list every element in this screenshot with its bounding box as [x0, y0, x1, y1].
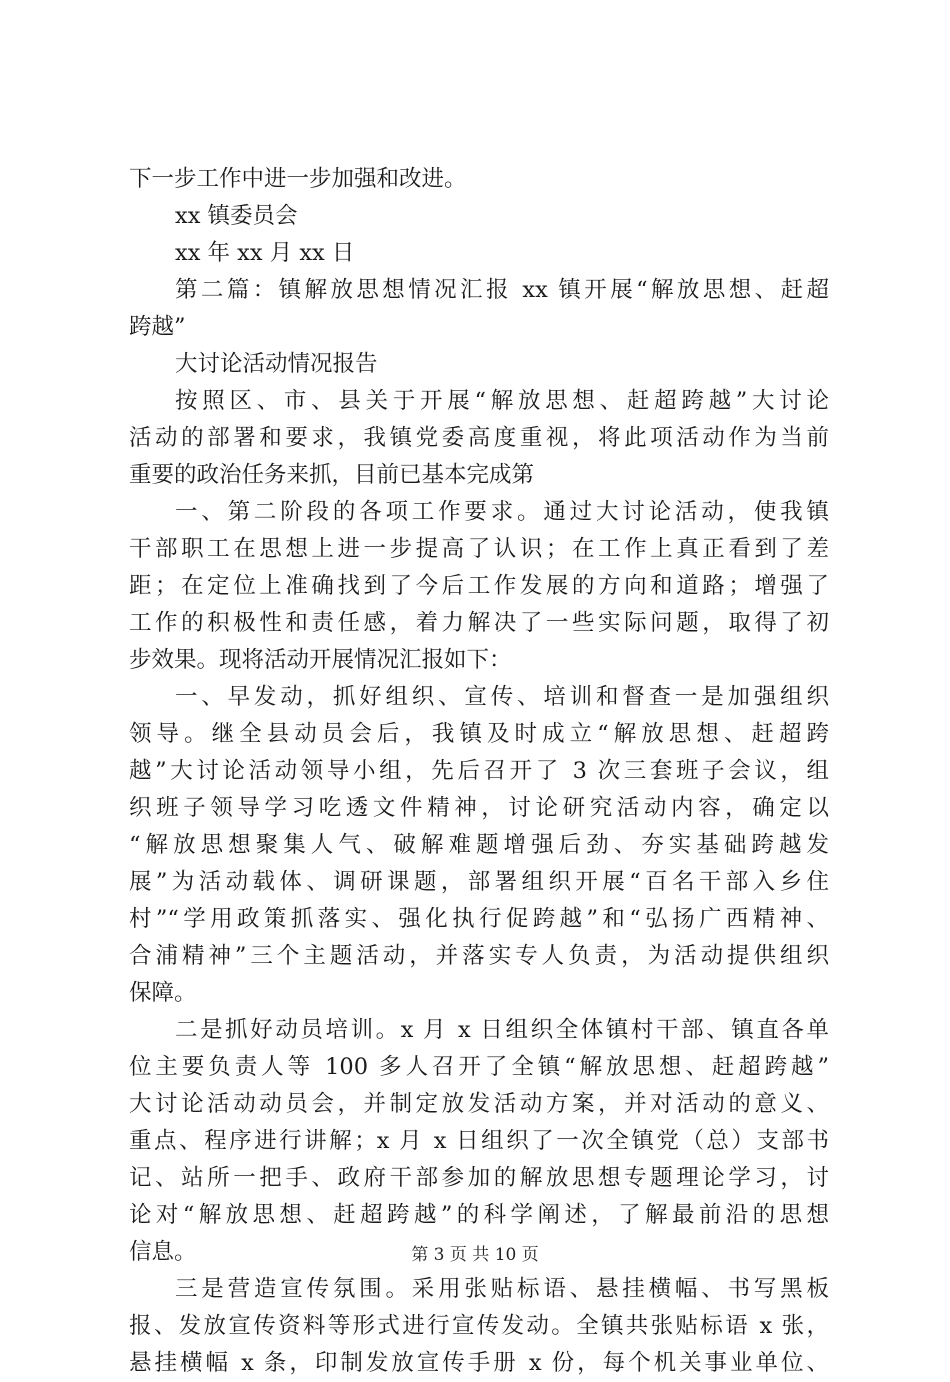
text-line: 按照区、市、县关于开展“解放思想、赶超跨越”大讨论 — [175, 388, 829, 414]
page-footer: 第 3 页 共 10 页 — [411, 1245, 539, 1265]
text-line: 步效果。现将活动开展情况汇报如下： — [129, 647, 512, 673]
text-line: 村”“学用政策抓落实、强化执行促跨越”和“弘扬广西精神、 — [129, 906, 829, 932]
text-line: 三是营造宣传氛围。采用张贴标语、悬挂横幅、书写黑板 — [175, 1276, 829, 1302]
text-line: 一、早发动，抓好组织、宣传、培训和督查一是加强组织 — [175, 684, 829, 710]
text-line: 下一步工作中进一步加强和改进。 — [129, 166, 467, 192]
text-line: 工作的积极性和责任感，着力解决了一些实际问题，取得了初 — [129, 610, 829, 636]
text-line: xx 年 xx 月 xx 日 — [175, 240, 355, 266]
text-line: 展”为活动载体、调研课题，部署组织开展“百名干部入乡住 — [129, 869, 829, 895]
text-line: 信息。 — [129, 1239, 197, 1265]
text-line: 记、站所一把手、政府干部参加的解放思想专题理论学习，讨 — [129, 1165, 829, 1191]
text-line: 二是抓好动员培训。x 月 x 日组织全体镇村干部、镇直各单 — [175, 1017, 829, 1043]
text-line: 论对“解放思想、赶超跨越”的科学阐述，了解最前沿的思想 — [129, 1202, 829, 1228]
text-line: 报、发放宣传资料等形式进行宣传发动。全镇共张贴标语 x 张， — [129, 1313, 829, 1339]
text-line: 越”大讨论活动领导小组，先后召开了 3 次三套班子会议，组 — [129, 758, 829, 784]
text-line: 位主要负责人等 100 多人召开了全镇“解放思想、赶超跨越” — [129, 1054, 829, 1080]
text-line: 大讨论活动情况报告 — [175, 351, 378, 377]
text-line: 重点、程序进行讲解；x 月 x 日组织了一次全镇党（总）支部书 — [129, 1128, 829, 1154]
text-line: “解放思想聚集人气、破解难题增强后劲、夯实基础跨越发 — [129, 832, 829, 858]
text-line: 距；在定位上准确找到了今后工作发展的方向和道路；增强了 — [129, 573, 829, 599]
text-line: 活动的部署和要求，我镇党委高度重视，将此项活动作为当前 — [129, 425, 829, 451]
text-line: 干部职工在思想上进一步提高了认识；在工作上真正看到了差 — [129, 536, 829, 562]
text-line: 大讨论活动动员会，并制定放发活动方案，并对活动的意义、 — [129, 1091, 829, 1117]
text-line: 跨越” — [129, 314, 186, 340]
text-line: xx 镇委员会 — [175, 203, 298, 229]
text-line: 合浦精神”三个主题活动，并落实专人负责，为活动提供组织 — [129, 943, 829, 969]
text-line: 第二篇：镇解放思想情况汇报 xx 镇开展“解放思想、赶超 — [175, 277, 829, 303]
text-line: 一、第二阶段的各项工作要求。通过大讨论活动，使我镇 — [175, 499, 829, 525]
text-line: 织班子领导学习吃透文件精神，讨论研究活动内容，确定以 — [129, 795, 829, 821]
text-line: 保障。 — [129, 980, 197, 1006]
text-line: 悬挂横幅 x 条，印制发放宣传手册 x 份，每个机关事业单位、 — [129, 1350, 829, 1376]
text-line: 领导。继全县动员会后，我镇及时成立“解放思想、赶超跨 — [129, 721, 829, 747]
document-body — [129, 161, 829, 1382]
text-line: 重要的政治任务来抓，目前已基本完成第 — [129, 462, 535, 488]
